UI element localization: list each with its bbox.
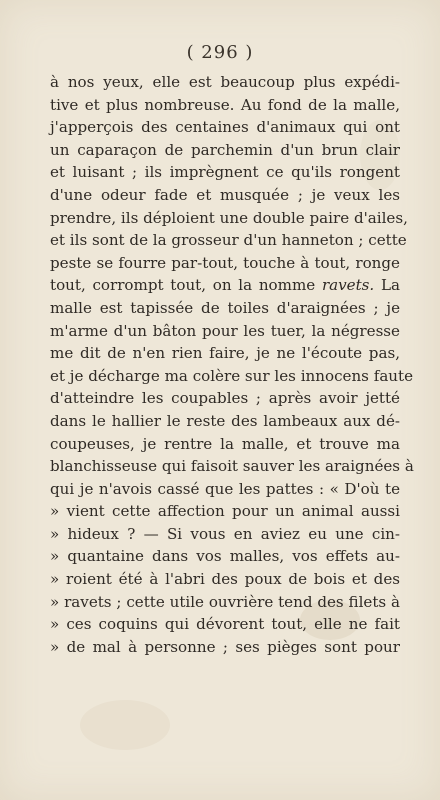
text-line: et ils sont de la grosseur d'un hanneton ; cette	[50, 231, 407, 250]
text-line: m'arme d'un bâton pour les tuer, la négresse	[50, 321, 400, 340]
text-line: » ces coquins qui dévorent tout, elle ne fait	[50, 615, 400, 634]
text-line: un caparaçon de parchemin d'un brun clair	[50, 140, 400, 159]
text-line: » de mal à personne ; ses pièges sont pour	[50, 637, 400, 656]
italic-word: ravets.	[321, 276, 375, 295]
text-line: » vient cette affection pour un animal aussi	[50, 502, 400, 521]
text-line: peste se fourre par-tout, touche à tout, ronge	[50, 253, 400, 272]
text-line: prendre, ils déploient une double paire d'ailes,	[50, 208, 408, 227]
text-line: malle est tapissée de toiles d'araignées ; je	[50, 298, 400, 317]
text-line: tive et plus nombreuse. Au fond de la malle,	[50, 95, 400, 114]
text-line: d'atteindre les coupables ; après avoir jetté	[50, 389, 400, 408]
text-line: » roient été à l'abri des poux de bois et des	[50, 570, 400, 589]
text-line: blanchisseuse qui faisoit sauver les araignées à	[50, 457, 414, 476]
paper-stain	[80, 700, 170, 750]
text-line: d'une odeur fade et musquée ; je veux les	[50, 185, 400, 204]
text-line: » hideux ? — Si vous en aviez eu une cin-	[50, 524, 400, 543]
text-line: coupeuses, je rentre la malle, et trouve ma	[50, 434, 400, 453]
text-line: tout, corrompt tout, on la nomme ravets. La	[50, 276, 400, 295]
text-line: dans le hallier le reste des lambeaux aux dé-	[50, 411, 400, 430]
text-line: et je décharge ma colère sur les innocens faute	[50, 366, 414, 385]
text-line: » quantaine dans vos malles, vos effets au-	[50, 547, 400, 566]
text-line: et luisant ; ils imprègnent ce qu'ils rongent	[50, 163, 400, 182]
text-line: me dit de n'en rien faire, je ne l'écoute pas,	[50, 344, 400, 363]
page-number: ( 296 )	[186, 42, 254, 63]
text-line: j'apperçois des centaines d'animaux qui ont	[50, 118, 400, 137]
text-line: à nos yeux, elle est beaucoup plus expédi-	[50, 73, 400, 91]
text-line: » ravets ; cette utile ouvrière tend des filets à	[50, 592, 400, 611]
body-text	[50, 71, 414, 658]
text-line: qui je n'avois cassé que les pattes : « D'où te	[50, 479, 400, 498]
